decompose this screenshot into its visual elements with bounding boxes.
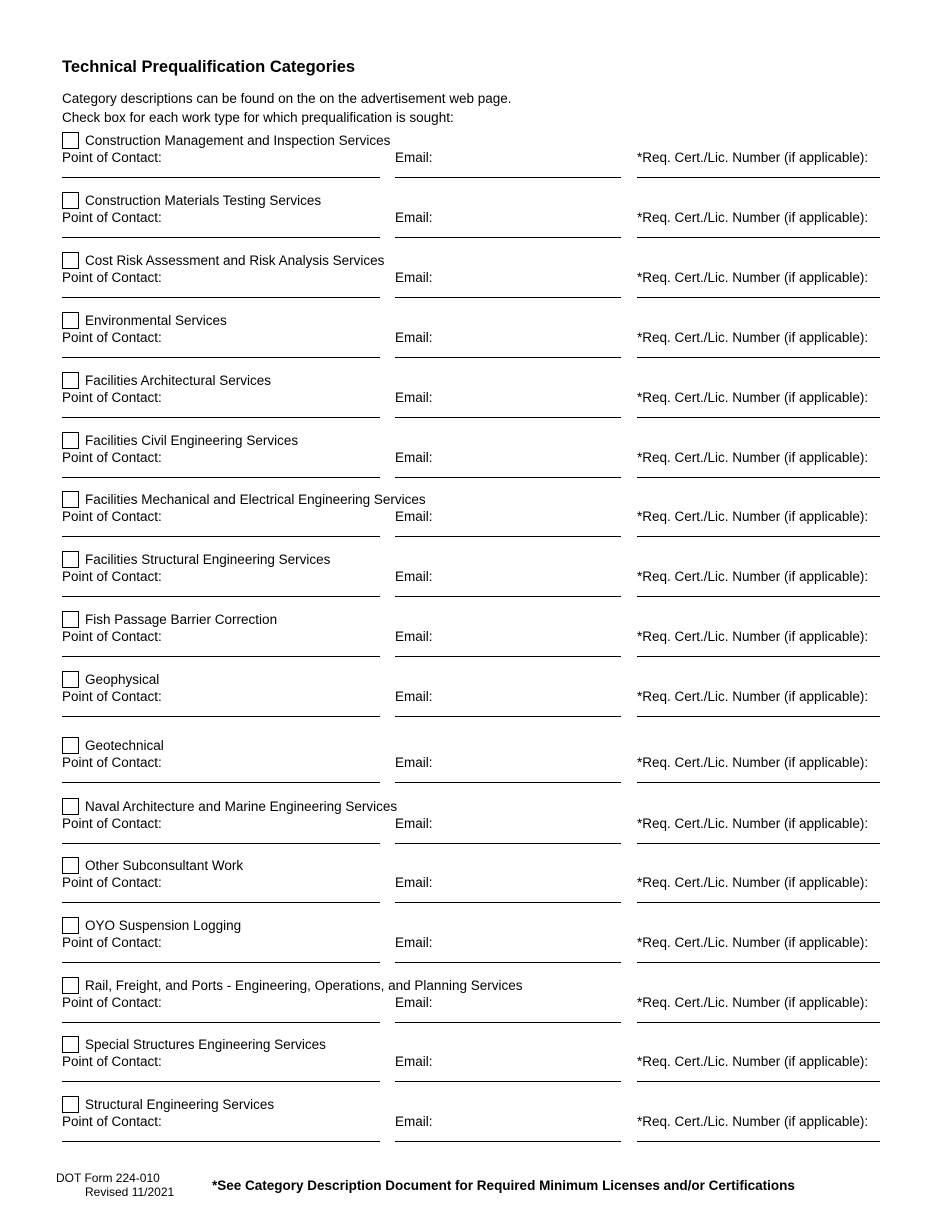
cert-input-line[interactable] bbox=[637, 782, 880, 783]
category-checkbox[interactable] bbox=[62, 857, 79, 874]
email-label: Email: bbox=[395, 1114, 433, 1129]
email-input-line[interactable] bbox=[395, 596, 621, 597]
category-checkbox[interactable] bbox=[62, 132, 79, 149]
contact-input-line[interactable] bbox=[62, 237, 380, 238]
cert-input-line[interactable] bbox=[637, 417, 880, 418]
cert-label: *Req. Cert./Lic. Number (if applicable): bbox=[637, 509, 869, 524]
contact-label: Point of Contact: bbox=[62, 450, 162, 465]
category-checkbox-row[interactable] bbox=[62, 797, 397, 816]
category-item bbox=[0, 670, 950, 718]
contact-label: Point of Contact: bbox=[62, 390, 162, 405]
contact-input-line[interactable] bbox=[62, 782, 380, 783]
category-checkbox-row[interactable] bbox=[62, 191, 321, 210]
category-item bbox=[0, 797, 950, 845]
email-input-line[interactable] bbox=[395, 962, 621, 963]
category-checkbox-row[interactable] bbox=[62, 856, 243, 875]
cert-input-line[interactable] bbox=[637, 297, 880, 298]
email-label: Email: bbox=[395, 330, 433, 345]
category-checkbox-row[interactable] bbox=[62, 670, 159, 689]
email-label: Email: bbox=[395, 569, 433, 584]
cert-input-line[interactable] bbox=[637, 237, 880, 238]
cert-label: *Req. Cert./Lic. Number (if applicable): bbox=[637, 875, 869, 890]
cert-label: *Req. Cert./Lic. Number (if applicable): bbox=[637, 995, 869, 1010]
category-item bbox=[0, 431, 950, 479]
cert-label: *Req. Cert./Lic. Number (if applicable): bbox=[637, 450, 869, 465]
email-input-line[interactable] bbox=[395, 782, 621, 783]
category-checkbox[interactable] bbox=[62, 372, 79, 389]
category-checkbox[interactable] bbox=[62, 491, 79, 508]
cert-input-line[interactable] bbox=[637, 843, 880, 844]
category-checkbox-row[interactable] bbox=[62, 1035, 326, 1054]
category-label: Geotechnical bbox=[85, 738, 164, 753]
category-checkbox-row[interactable] bbox=[62, 431, 298, 450]
contact-input-line[interactable] bbox=[62, 902, 380, 903]
cert-input-line[interactable] bbox=[637, 596, 880, 597]
contact-input-line[interactable] bbox=[62, 177, 380, 178]
email-input-line[interactable] bbox=[395, 417, 621, 418]
email-input-line[interactable] bbox=[395, 716, 621, 717]
contact-input-line[interactable] bbox=[62, 297, 380, 298]
intro-line-1: Category descriptions can be found on the on the advertisement web page. bbox=[62, 91, 512, 106]
cert-input-line[interactable] bbox=[637, 962, 880, 963]
category-checkbox[interactable] bbox=[62, 798, 79, 815]
category-item bbox=[0, 371, 950, 419]
contact-input-line[interactable] bbox=[62, 656, 380, 657]
email-label: Email: bbox=[395, 210, 433, 225]
category-checkbox-row[interactable] bbox=[62, 490, 426, 509]
contact-label: Point of Contact: bbox=[62, 995, 162, 1010]
email-label: Email: bbox=[395, 875, 433, 890]
cert-input-line[interactable] bbox=[637, 902, 880, 903]
contact-input-line[interactable] bbox=[62, 716, 380, 717]
cert-label: *Req. Cert./Lic. Number (if applicable): bbox=[637, 210, 869, 225]
contact-label: Point of Contact: bbox=[62, 689, 162, 704]
category-checkbox[interactable] bbox=[62, 1096, 79, 1113]
page-title: Technical Prequalification Categories bbox=[62, 58, 356, 76]
category-label: Naval Architecture and Marine Engineering Services bbox=[85, 799, 398, 814]
category-label: Cost Risk Assessment and Risk Analysis Services bbox=[85, 253, 385, 268]
email-input-line[interactable] bbox=[395, 237, 621, 238]
category-checkbox[interactable] bbox=[62, 192, 79, 209]
intro-line-2: Check box for each work type for which prequalification is sought: bbox=[62, 110, 454, 125]
email-label: Email: bbox=[395, 935, 433, 950]
category-checkbox-row[interactable] bbox=[62, 371, 271, 390]
form-revision: Revised 11/2021 bbox=[85, 1185, 175, 1199]
contact-input-line[interactable] bbox=[62, 962, 380, 963]
category-item bbox=[0, 251, 950, 299]
contact-label: Point of Contact: bbox=[62, 755, 162, 770]
email-input-line[interactable] bbox=[395, 902, 621, 903]
cert-label: *Req. Cert./Lic. Number (if applicable): bbox=[637, 1114, 869, 1129]
category-item bbox=[0, 490, 950, 538]
contact-label: Point of Contact: bbox=[62, 509, 162, 524]
cert-input-line[interactable] bbox=[637, 357, 880, 358]
cert-label: *Req. Cert./Lic. Number (if applicable): bbox=[637, 330, 869, 345]
contact-label: Point of Contact: bbox=[62, 330, 162, 345]
category-label: Construction Materials Testing Services bbox=[85, 193, 322, 208]
email-label: Email: bbox=[395, 509, 433, 524]
email-label: Email: bbox=[395, 995, 433, 1010]
contact-input-line[interactable] bbox=[62, 843, 380, 844]
cert-input-line[interactable] bbox=[637, 716, 880, 717]
email-input-line[interactable] bbox=[395, 357, 621, 358]
category-checkbox[interactable] bbox=[62, 737, 79, 754]
category-label: Fish Passage Barrier Correction bbox=[85, 612, 278, 627]
cert-input-line[interactable] bbox=[637, 177, 880, 178]
contact-input-line[interactable] bbox=[62, 357, 380, 358]
contact-input-line[interactable] bbox=[62, 1081, 380, 1082]
category-checkbox[interactable] bbox=[62, 252, 79, 269]
category-item bbox=[0, 1095, 950, 1143]
cert-input-line[interactable] bbox=[637, 536, 880, 537]
email-label: Email: bbox=[395, 1054, 433, 1069]
footer-note: *See Category Description Document for Required Minimum Licenses and/or Certifications bbox=[212, 1178, 795, 1193]
email-input-line[interactable] bbox=[395, 477, 621, 478]
category-checkbox-row[interactable] bbox=[62, 976, 522, 995]
category-item bbox=[0, 131, 950, 179]
category-label: Special Structures Engineering Services bbox=[85, 1037, 326, 1052]
category-label: Facilities Structural Engineering Services bbox=[85, 552, 331, 567]
category-checkbox-row[interactable] bbox=[62, 916, 241, 935]
cert-label: *Req. Cert./Lic. Number (if applicable): bbox=[637, 816, 869, 831]
category-checkbox[interactable] bbox=[62, 551, 79, 568]
cert-input-line[interactable] bbox=[637, 656, 880, 657]
email-label: Email: bbox=[395, 755, 433, 770]
form-number: DOT Form 224-010 bbox=[56, 1171, 160, 1185]
cert-label: *Req. Cert./Lic. Number (if applicable): bbox=[637, 390, 869, 405]
category-checkbox-row[interactable] bbox=[62, 550, 330, 569]
cert-label: *Req. Cert./Lic. Number (if applicable): bbox=[637, 569, 869, 584]
category-item bbox=[0, 856, 950, 904]
cert-input-line[interactable] bbox=[637, 1081, 880, 1082]
category-checkbox[interactable] bbox=[62, 432, 79, 449]
contact-label: Point of Contact: bbox=[62, 1114, 162, 1129]
category-label: Structural Engineering Services bbox=[85, 1097, 275, 1112]
category-item bbox=[0, 191, 950, 239]
category-checkbox[interactable] bbox=[62, 611, 79, 628]
cert-input-line[interactable] bbox=[637, 477, 880, 478]
category-item bbox=[0, 736, 950, 784]
category-checkbox-row[interactable] bbox=[62, 1095, 274, 1114]
category-checkbox[interactable] bbox=[62, 671, 79, 688]
contact-label: Point of Contact: bbox=[62, 1054, 162, 1069]
category-checkbox-row[interactable] bbox=[62, 610, 277, 629]
contact-label: Point of Contact: bbox=[62, 935, 162, 950]
contact-label: Point of Contact: bbox=[62, 875, 162, 890]
category-label: Facilities Civil Engineering Services bbox=[85, 433, 299, 448]
contact-label: Point of Contact: bbox=[62, 569, 162, 584]
form-identifier bbox=[56, 1171, 174, 1199]
email-input-line[interactable] bbox=[395, 297, 621, 298]
category-checkbox-row[interactable] bbox=[62, 736, 164, 755]
category-label: Construction Management and Inspection Services bbox=[85, 133, 391, 148]
cert-label: *Req. Cert./Lic. Number (if applicable): bbox=[637, 1054, 869, 1069]
category-label: Other Subconsultant Work bbox=[85, 858, 244, 873]
email-input-line[interactable] bbox=[395, 843, 621, 844]
email-label: Email: bbox=[395, 450, 433, 465]
contact-input-line[interactable] bbox=[62, 1141, 380, 1142]
category-item bbox=[0, 976, 950, 1024]
contact-label: Point of Contact: bbox=[62, 629, 162, 644]
cert-label: *Req. Cert./Lic. Number (if applicable): bbox=[637, 629, 869, 644]
email-label: Email: bbox=[395, 270, 433, 285]
category-item bbox=[0, 916, 950, 964]
email-input-line[interactable] bbox=[395, 536, 621, 537]
category-checkbox-row[interactable] bbox=[62, 251, 384, 270]
category-checkbox[interactable] bbox=[62, 1036, 79, 1053]
category-label: Environmental Services bbox=[85, 313, 227, 328]
cert-input-line[interactable] bbox=[637, 1141, 880, 1142]
category-checkbox-row[interactable] bbox=[62, 311, 227, 330]
category-item bbox=[0, 1035, 950, 1083]
category-label: Rail, Freight, and Ports - Engineering, Operations, and Planning Services bbox=[85, 978, 523, 993]
category-checkbox[interactable] bbox=[62, 312, 79, 329]
category-checkbox[interactable] bbox=[62, 917, 79, 934]
contact-label: Point of Contact: bbox=[62, 210, 162, 225]
cert-label: *Req. Cert./Lic. Number (if applicable): bbox=[637, 935, 869, 950]
email-input-line[interactable] bbox=[395, 656, 621, 657]
cert-input-line[interactable] bbox=[637, 1022, 880, 1023]
category-item bbox=[0, 610, 950, 658]
cert-label: *Req. Cert./Lic. Number (if applicable): bbox=[637, 150, 869, 165]
email-label: Email: bbox=[395, 150, 433, 165]
email-label: Email: bbox=[395, 689, 433, 704]
category-label: Facilities Architectural Services bbox=[85, 373, 272, 388]
contact-label: Point of Contact: bbox=[62, 816, 162, 831]
category-checkbox[interactable] bbox=[62, 977, 79, 994]
contact-input-line[interactable] bbox=[62, 536, 380, 537]
contact-label: Point of Contact: bbox=[62, 150, 162, 165]
contact-input-line[interactable] bbox=[62, 596, 380, 597]
email-label: Email: bbox=[395, 629, 433, 644]
category-item bbox=[0, 550, 950, 598]
email-input-line[interactable] bbox=[395, 1141, 621, 1142]
email-input-line[interactable] bbox=[395, 177, 621, 178]
category-checkbox-row[interactable] bbox=[62, 131, 390, 150]
category-item bbox=[0, 311, 950, 359]
category-label: Facilities Mechanical and Electrical Engineering Services bbox=[85, 492, 426, 507]
cert-label: *Req. Cert./Lic. Number (if applicable): bbox=[637, 755, 869, 770]
contact-input-line[interactable] bbox=[62, 1022, 380, 1023]
category-label: Geophysical bbox=[85, 672, 160, 687]
category-label: OYO Suspension Logging bbox=[85, 918, 242, 933]
email-input-line[interactable] bbox=[395, 1022, 621, 1023]
cert-label: *Req. Cert./Lic. Number (if applicable): bbox=[637, 689, 869, 704]
email-label: Email: bbox=[395, 390, 433, 405]
email-label: Email: bbox=[395, 816, 433, 831]
contact-input-line[interactable] bbox=[62, 477, 380, 478]
cert-label: *Req. Cert./Lic. Number (if applicable): bbox=[637, 270, 869, 285]
contact-input-line[interactable] bbox=[62, 417, 380, 418]
contact-label: Point of Contact: bbox=[62, 270, 162, 285]
email-input-line[interactable] bbox=[395, 1081, 621, 1082]
